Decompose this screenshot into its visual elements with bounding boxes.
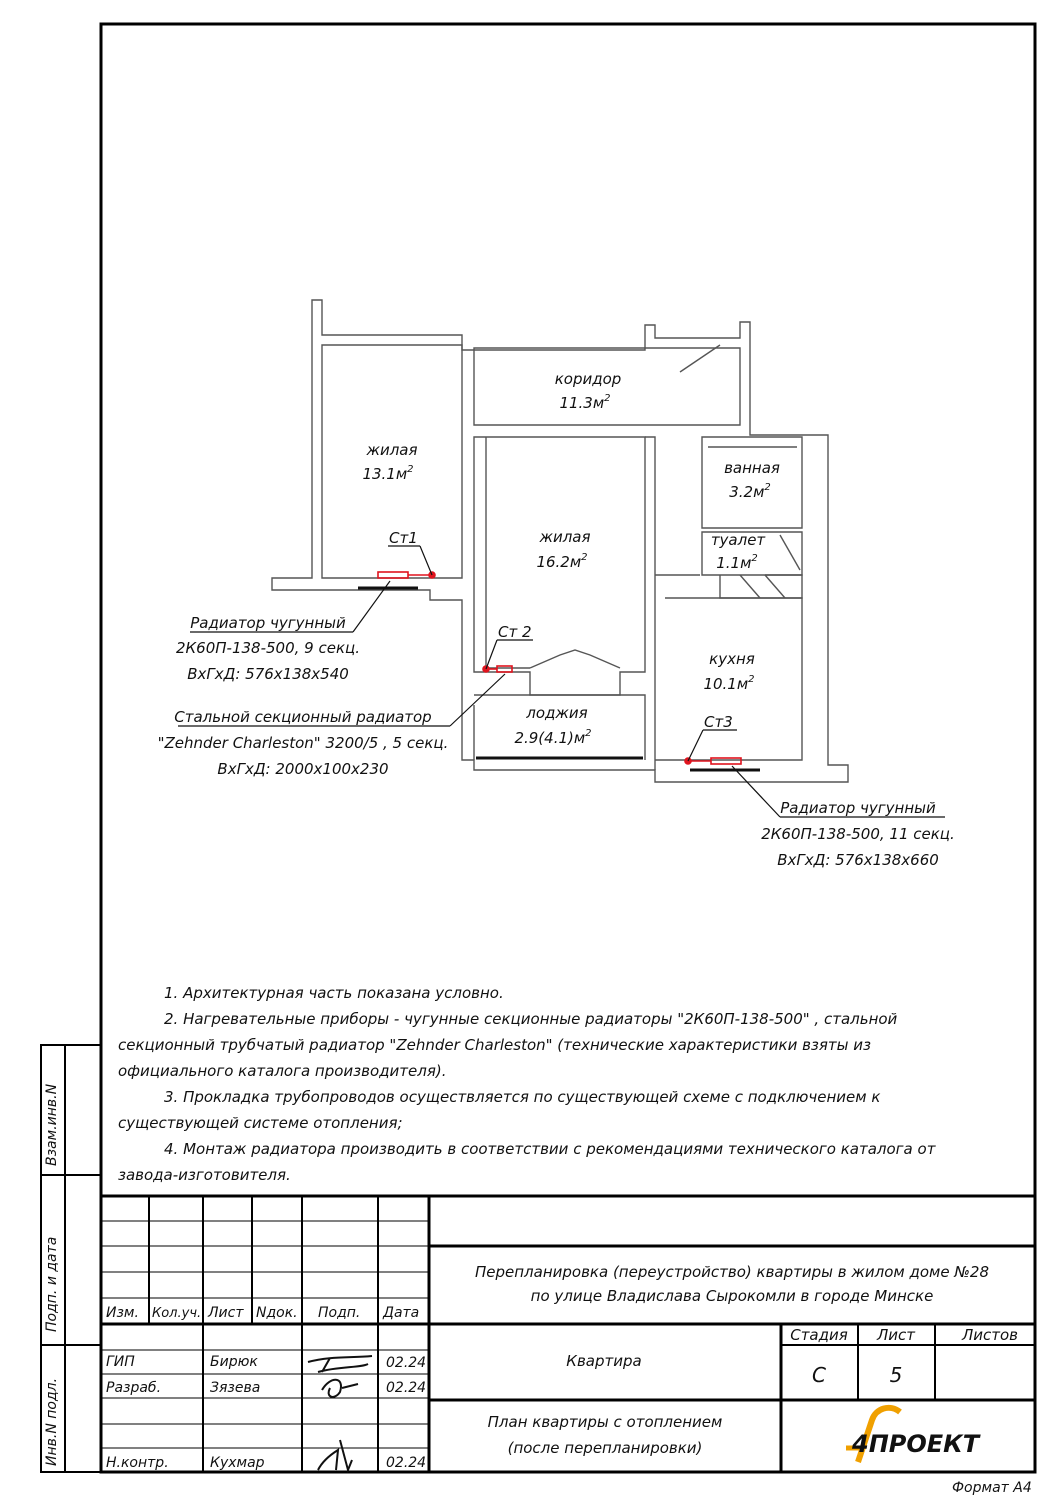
room-area-bath: $3.2м^2$: [729, 482, 771, 501]
role-razrab: Разраб.: [106, 1380, 162, 1396]
side-label-podp: Подп. и дата: [44, 1236, 60, 1332]
side-label-inv: Инв.N подл.: [44, 1377, 60, 1466]
radiator-3: [711, 758, 741, 764]
note-2: 2. Нагревательные приборы - чугунные секционные радиаторы "2К60П-138-500" , стальной секционный трубчатый радиатор "Zehnder Charleston" (технические характеристики взяты из официального каталога производителя).: [118, 1010, 898, 1080]
room-name-toilet: туалет: [710, 531, 766, 549]
radiator-1-line1: Радиатор чугунный: [190, 614, 346, 632]
sheet-title-line1: План квартиры с отоплением: [487, 1413, 723, 1431]
sheet-title-line2: (после перепланировки): [507, 1439, 703, 1457]
radiator-2: [497, 666, 512, 672]
note-3: 3. Прокладка трубопроводов осуществляется по существующей схеме с подключением к существующей системе отопления;: [118, 1088, 881, 1132]
side-label-vzam: Взам.инв.N: [44, 1083, 60, 1166]
radiator-1-line3: ВхГхД: 576х138х540: [187, 665, 349, 683]
format-label: Формат А4: [952, 1480, 1032, 1496]
room-name-living1: жилая: [366, 441, 418, 459]
radiator-3-line3: ВхГхД: 576х138х660: [777, 851, 939, 869]
room-area-kitchen: $10.1м^2$: [703, 674, 755, 693]
hdr-ndok: Nдок.: [256, 1305, 298, 1321]
project-title-line2: по улице Владислава Сырокомли в городе Минске: [530, 1287, 934, 1305]
radiator-1-line2: 2К60П-138-500, 9 секц.: [175, 639, 361, 657]
radiator-2-line2: "Zehnder Charleston" 3200/5 , 5 секц.: [157, 734, 449, 752]
stage-value: С: [812, 1363, 826, 1387]
room-area-corridor: $11.3м^2$: [559, 393, 611, 412]
sheet-value: 5: [889, 1363, 903, 1387]
hdr-kolch: Кол.уч.: [152, 1306, 202, 1321]
radiator-3-line1: Радиатор чугунный: [780, 799, 936, 817]
radiator-2-line3: ВхГхД: 2000х100х230: [217, 760, 389, 778]
role-nkontr: Н.контр.: [106, 1455, 169, 1471]
radiator-2-line1: Стальной секционный радиатор: [174, 708, 432, 726]
name-razrab: Зязева: [210, 1380, 261, 1396]
riser-label-3: Ст3: [704, 713, 733, 731]
general-notes: [118, 980, 988, 1188]
hdr-izm: Изм.: [106, 1305, 139, 1321]
room-area-living1: $13.1м^2$: [362, 464, 414, 483]
hdr-podp: Подп.: [318, 1305, 361, 1321]
role-gip: ГИП: [106, 1354, 135, 1370]
date-razrab: 02.24: [386, 1380, 427, 1396]
date-nkontr: 02.24: [386, 1455, 427, 1471]
room-name-bath: ванная: [724, 459, 780, 477]
logo-text: 4ПРОЕКТ: [852, 1430, 980, 1458]
riser-label-2: Ст 2: [498, 623, 532, 641]
project-title-line1: Перепланировка (переустройство) квартиры в жилом доме №28: [474, 1263, 990, 1281]
note-1: 1. Архитектурная часть показана условно.: [164, 984, 504, 1002]
room-area-living2: $16.2м^2$: [536, 552, 588, 571]
room-name-kitchen: кухня: [709, 650, 755, 668]
name-gip: Бирюк: [210, 1354, 258, 1370]
signatures: [308, 1356, 372, 1470]
stage-label: Стадия: [790, 1326, 848, 1344]
room-area-loggia: $2.9(4.1)м^2$: [514, 728, 592, 747]
room-name-corridor: коридор: [554, 370, 622, 388]
radiator-3-line2: 2К60П-138-500, 11 секц.: [761, 825, 955, 843]
riser-label-1: Ст1: [389, 529, 418, 547]
room-area-toilet: $1.1м^2$: [716, 553, 758, 572]
hdr-data: Дата: [383, 1305, 420, 1321]
sheet-label: Лист: [876, 1326, 916, 1344]
room-name-loggia: лоджия: [526, 704, 588, 722]
date-gip: 02.24: [386, 1355, 427, 1371]
sheets-label: Листов: [961, 1326, 1019, 1344]
room-name-living2: жилая: [539, 528, 591, 546]
name-nkontr: Кухмар: [210, 1455, 265, 1471]
note-4: 4. Монтаж радиатора производить в соответствии с рекомендациями технического каталога от завода-изготовителя.: [118, 1140, 936, 1184]
radiator-1: [378, 572, 408, 578]
object-name: Квартира: [566, 1352, 642, 1370]
company-logo: [846, 1408, 981, 1462]
hdr-list: Лист: [208, 1305, 244, 1321]
